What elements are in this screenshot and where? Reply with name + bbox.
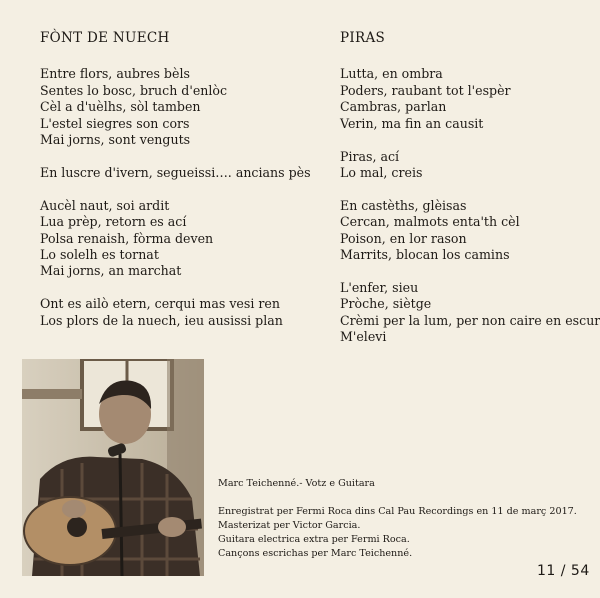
poem-font-de-nuech [40,30,330,346]
poem-line: Poders, raubant tot l'espèr [340,82,511,98]
poem-title: FÒNT DE NUECH [40,30,170,46]
stanza [40,198,330,280]
credits-line: Guitara electrica extra per Fermi Roca. [218,534,410,545]
poem-line: Lua prèp, retorn es ací [40,214,187,230]
poem-line: Lutta, en ombra [340,66,443,82]
poem-line: Pròche, siètge [340,296,432,312]
poem-line: Piras, ací [340,148,400,164]
stanza [340,279,600,346]
poem-line: Cèl a d'uèlhs, sòl tamben [40,99,201,115]
poem-line: Ont es ailò etern, cerqui mas vesi ren [40,296,280,312]
stanza [40,296,330,329]
stanza [340,149,595,182]
poem-line: Mai jorns, an marchat [40,263,182,279]
poem-line: Los plors de la nuech, ieu ausissi plan [40,312,283,328]
poem-line: Poison, en lor rason [340,230,467,246]
poem-line: Cambras, parlan [340,99,447,115]
poem-line: L'enfer, sieu [340,279,419,295]
credits-line: Enregistrat per Fermi Roca dins Cal Pau Recordings en 11 de març 2017. [218,506,577,517]
poem-piras [340,30,600,362]
poem-line: L'estel siegres son cors [40,115,190,131]
poem-line: Entre flors, aubres bèls [40,66,190,82]
page-number: 11 / 54 [537,563,590,579]
stanza [340,66,595,132]
stanza [340,198,595,264]
poem-line: Sentes lo bosc, bruch d'enlòc [40,82,228,98]
poem-line: Cercan, malmots enta'th cèl [340,214,520,230]
poem-line: En luscre d'ivern, segueissi…. ancians pès [40,164,311,180]
credits-list [218,505,577,561]
stanza [40,66,330,148]
poem-line: Lo mal, creis [340,164,423,180]
poem-line: Polsa renaish, fòrma deven [40,230,214,246]
poem-line: Mai jorns, sont venguts [40,132,191,148]
poem-line: M'elevi [340,329,387,345]
credits-line: Masterizat per Victor Garcia. [218,520,361,531]
poem-line: Marrits, blocan los camins [340,247,510,263]
musician-photo [22,359,204,576]
poem-line: Crèmi per la lum, per non caire en escur [340,312,600,328]
poem-line: Lo solelh es tornat [40,247,159,263]
credits-line: Cançons escrichas per Marc Teichenné. [218,548,413,559]
credits-artist: Marc Teichenné.- Votz e Guitara [218,478,375,489]
poem-title: PIRAS [340,30,386,46]
poem-line: En castèths, glèisas [340,197,467,213]
stanza [40,165,330,181]
poem-line: Aucèl naut, soi ardit [40,197,170,213]
poem-line: Verin, ma fin an causit [340,115,484,131]
